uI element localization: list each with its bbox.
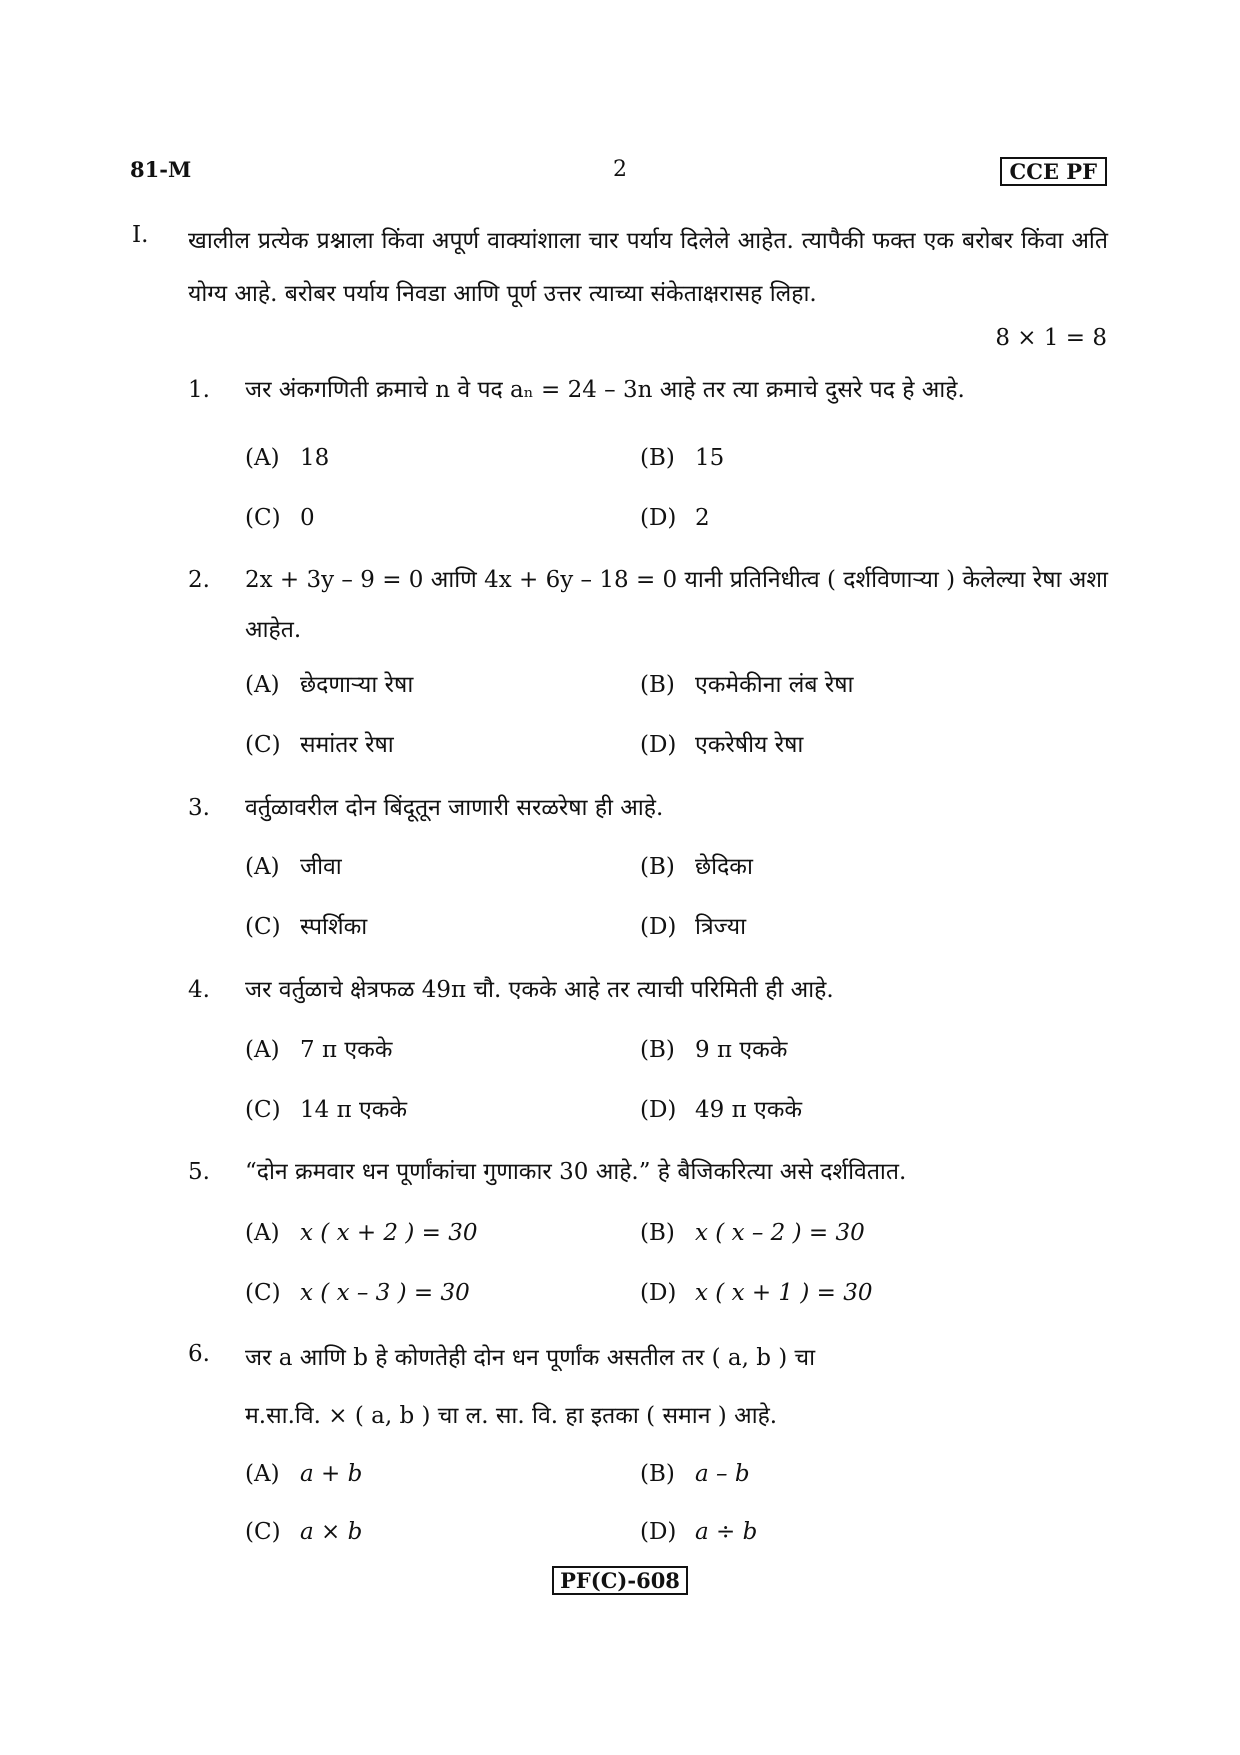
option-d — [640, 912, 746, 942]
option-b — [640, 670, 854, 700]
option-label: (A) — [245, 1461, 280, 1487]
option-d — [640, 1517, 757, 1547]
option-a — [245, 670, 413, 700]
option-d — [640, 503, 710, 533]
option-c — [245, 1095, 407, 1125]
question-number: 3. — [188, 795, 210, 821]
option-label: (A) — [245, 854, 280, 880]
option-text: 15 — [695, 445, 725, 471]
option-text: छेदणाऱ्या रेषा — [300, 672, 414, 698]
section-number: I. — [132, 222, 149, 248]
option-text: x ( x + 1 ) = 30 — [695, 1280, 873, 1306]
option-label: (D) — [640, 914, 677, 940]
option-c — [245, 1517, 362, 1547]
option-label: (A) — [245, 1037, 280, 1063]
option-b — [640, 1035, 787, 1065]
option-c — [245, 730, 394, 760]
option-text: 0 — [300, 505, 315, 531]
option-label: (C) — [245, 1097, 281, 1123]
question-6 — [188, 1329, 888, 1445]
question-number: 6. — [188, 1341, 210, 1367]
question-number: 4. — [188, 977, 210, 1003]
footer-code-badge: PF(C)-608 — [552, 1566, 688, 1595]
option-text: 2 — [695, 505, 710, 531]
option-b — [640, 1218, 865, 1248]
option-d — [640, 730, 803, 760]
section-marks: 8 × 1 = 8 — [995, 325, 1107, 351]
question-text: जर अंकगणिती क्रमाचे n वे पद aₙ = 24 – 3n आहे तर त्या क्रमाचे दुसरे पद हे आहे. — [245, 377, 965, 403]
option-label: (C) — [245, 505, 281, 531]
option-label: (B) — [640, 672, 675, 698]
option-b — [640, 443, 724, 473]
option-label: (C) — [245, 1519, 281, 1545]
option-label: (B) — [640, 1461, 675, 1487]
option-text: a ÷ b — [695, 1519, 758, 1545]
question-number: 1. — [188, 377, 210, 403]
option-label: (B) — [640, 1220, 675, 1246]
option-text: x ( x – 2 ) = 30 — [695, 1220, 865, 1246]
option-label: (D) — [640, 1519, 677, 1545]
option-text: स्पर्शिका — [300, 914, 368, 940]
option-text: त्रिज्या — [695, 914, 747, 940]
option-text: एकमेकीना लंब रेषा — [695, 672, 854, 698]
series-badge: CCE PF — [1000, 157, 1107, 186]
option-text: a × b — [300, 1519, 363, 1545]
question-text: जर वर्तुळाचे क्षेत्रफळ 49π चौ. एकके आहे तर त्याची परिमिती ही आहे. — [245, 977, 834, 1003]
page-number: 2 — [613, 157, 627, 182]
option-label: (B) — [640, 445, 675, 471]
option-c — [245, 503, 315, 533]
option-c — [245, 912, 367, 942]
question-5 — [188, 1147, 1118, 1197]
option-label: (C) — [245, 1280, 281, 1306]
option-a — [245, 1218, 478, 1248]
option-text: 9 π एकके — [695, 1037, 788, 1063]
question-1 — [188, 365, 1118, 415]
question-text: 2x + 3y – 9 = 0 आणि 4x + 6y – 18 = 0 यानी प्रतिनिधीत्व ( दर्शविणाऱ्या ) केलेल्या रेषा अशा आहेत. — [245, 567, 1108, 643]
question-number: 5. — [188, 1159, 210, 1185]
question-text: वर्तुळावरील दोन बिंदूतून जाणारी सरळरेषा ही आहे. — [245, 795, 664, 821]
option-label: (C) — [245, 732, 281, 758]
question-2 — [188, 555, 1118, 655]
option-text: a – b — [695, 1461, 750, 1487]
option-label: (C) — [245, 914, 281, 940]
question-text: जर a आणि b हे कोणतेही दोन धन पूर्णांक असतील तर ( a, b ) चा म.सा.वि. × ( a, b ) चा ल. सा. वि. हा इतका ( समान ) आहे. — [245, 1345, 816, 1429]
question-4 — [188, 965, 1118, 1015]
option-label: (D) — [640, 1097, 677, 1123]
option-text: समांतर रेषा — [300, 732, 394, 758]
question-number: 2. — [188, 567, 210, 593]
option-a — [245, 852, 342, 882]
option-b — [640, 852, 753, 882]
option-c — [245, 1278, 470, 1308]
option-a — [245, 1035, 392, 1065]
option-b — [640, 1459, 750, 1489]
question-3 — [188, 783, 1118, 833]
footer — [0, 1568, 1240, 1594]
option-d — [640, 1278, 873, 1308]
option-text: 7 π एकके — [300, 1037, 393, 1063]
option-text: जीवा — [300, 854, 342, 880]
option-a — [245, 443, 329, 473]
question-text: “दोन क्रमवार धन पूर्णांकांचा गुणाकार 30 आहे.” हे बैजिकरित्या असे दर्शवितात. — [245, 1159, 907, 1185]
option-label: (A) — [245, 1220, 280, 1246]
option-text: 49 π एकके — [695, 1097, 803, 1123]
option-label: (B) — [640, 1037, 675, 1063]
option-label: (B) — [640, 854, 675, 880]
option-text: a + b — [300, 1461, 363, 1487]
option-text: छेदिका — [695, 854, 753, 880]
option-label: (D) — [640, 732, 677, 758]
option-text: 18 — [300, 445, 330, 471]
option-text: x ( x – 3 ) = 30 — [300, 1280, 470, 1306]
option-label: (A) — [245, 445, 280, 471]
option-d — [640, 1095, 802, 1125]
option-label: (A) — [245, 672, 280, 698]
option-label: (D) — [640, 1280, 677, 1306]
option-text: 14 π एकके — [300, 1097, 408, 1123]
option-text: x ( x + 2 ) = 30 — [300, 1220, 478, 1246]
option-label: (D) — [640, 505, 677, 531]
option-a — [245, 1459, 362, 1489]
section-instructions: खालील प्रत्येक प्रश्नाला किंवा अपूर्ण वाक्यांशाला चार पर्याय दिलेले आहेत. त्यापैकी फक्त एक बरोबर किंवा अति योग्य आहे. बरोबर पर्याय निवडा आणि पूर्ण उत्तर त्याच्या संकेताक्षरासह लिहा. — [188, 228, 1108, 307]
paper-code: 81-M — [130, 157, 192, 182]
option-text: एकरेषीय रेषा — [695, 732, 804, 758]
